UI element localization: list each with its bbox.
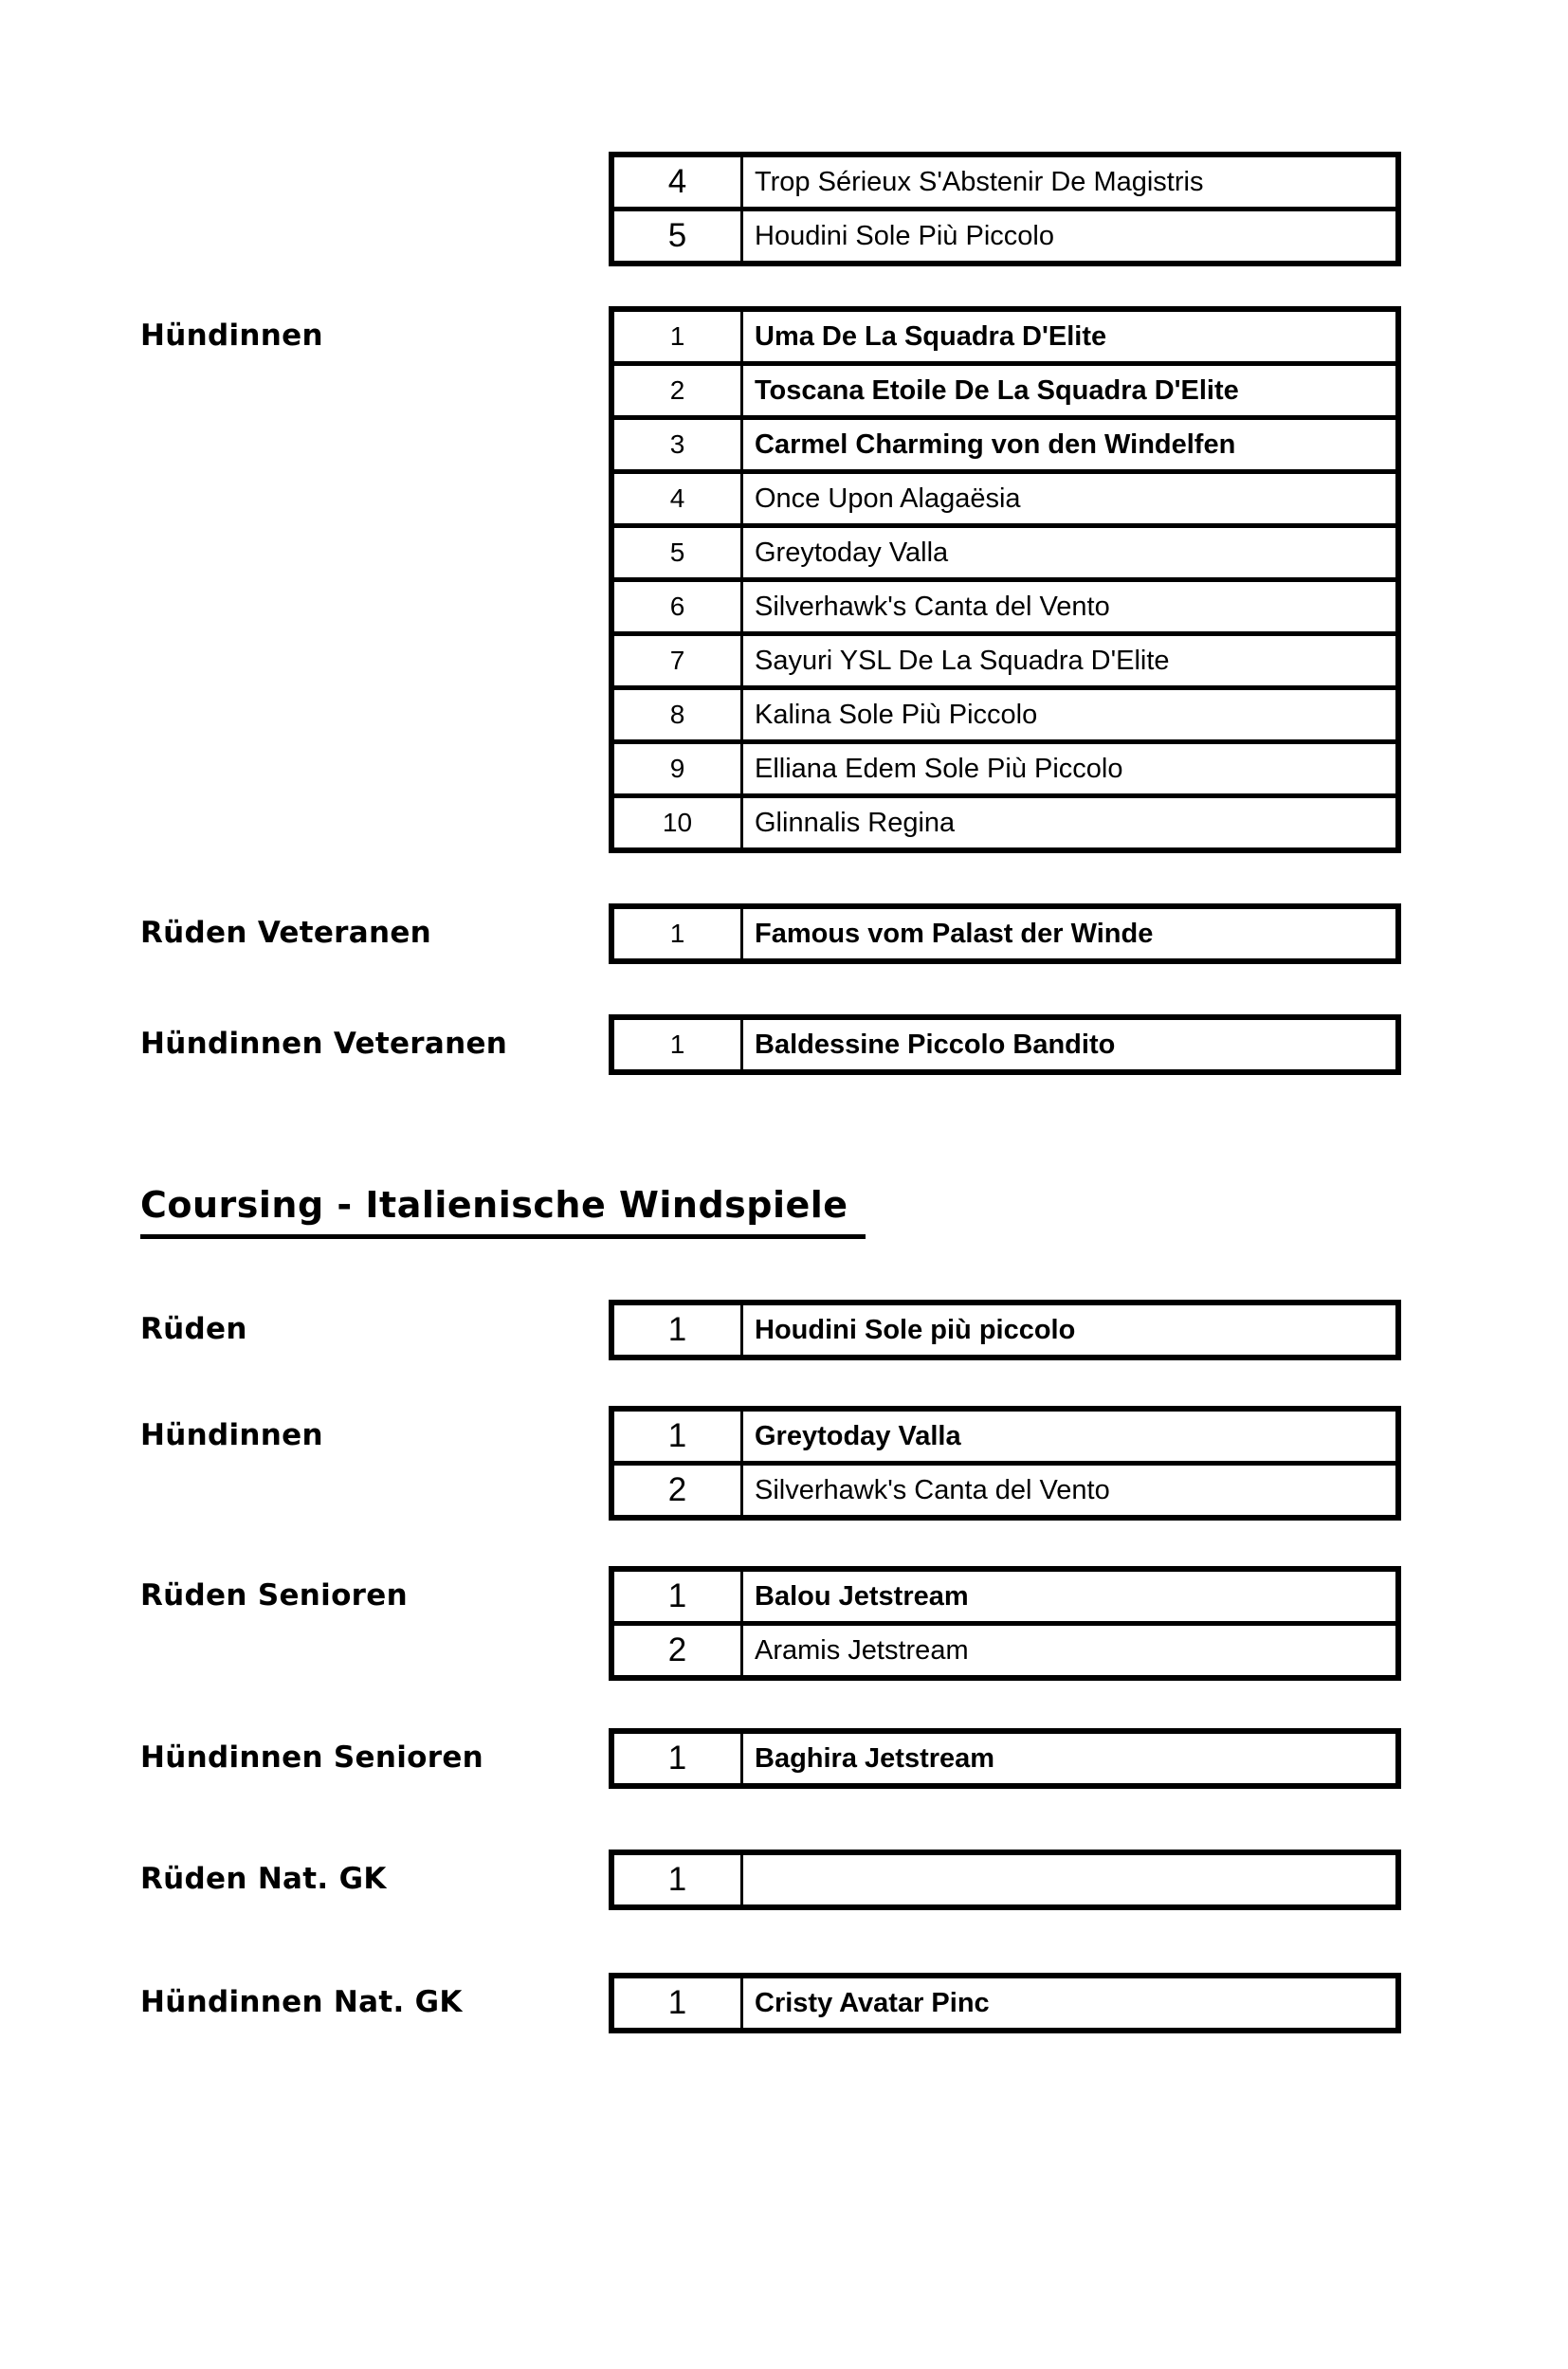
- result-section: [0, 1973, 1568, 2033]
- dog-name-cell: Uma De La Squadra D'Elite: [755, 320, 1107, 352]
- result-section: [0, 152, 1568, 266]
- table-row: [614, 631, 1395, 685]
- result-table: [609, 1850, 1401, 1910]
- position-cell: 1: [614, 1855, 743, 1904]
- position-cell: 5: [614, 528, 743, 577]
- dog-name-cell: Aramis Jetstream: [755, 1634, 969, 1666]
- result-section: [0, 903, 1568, 964]
- position-cell: 1: [614, 1978, 743, 2028]
- dog-name-cell: [743, 1855, 1395, 1904]
- section-label: Rüden: [140, 1312, 247, 1346]
- position-cell: 2: [614, 1626, 743, 1675]
- section-label: Rüden Senioren: [140, 1578, 408, 1613]
- coursing-section-list: [0, 1300, 1568, 2033]
- result-table: [609, 1300, 1401, 1360]
- position-cell: 1: [614, 1572, 743, 1621]
- table-row: [614, 1978, 1395, 2028]
- result-section: [0, 1300, 1568, 1360]
- position-cell: 2: [614, 366, 743, 415]
- section-label: Hündinnen Senioren: [140, 1740, 484, 1775]
- position-cell: 5: [614, 211, 743, 261]
- dog-name-cell: Toscana Etoile De La Squadra D'Elite: [755, 374, 1239, 406]
- table-row: [614, 1412, 1395, 1461]
- section-label: Hündinnen: [140, 319, 323, 353]
- table-row: [614, 1305, 1395, 1355]
- dog-name-cell: Baldessine Piccolo Bandito: [755, 1029, 1116, 1060]
- result-section: [0, 1566, 1568, 1681]
- dog-name-cell: Glinnalis Regina: [755, 807, 956, 838]
- table-row: [614, 361, 1395, 415]
- result-table: [609, 903, 1401, 964]
- dog-name-cell: Carmel Charming von den Windelfen: [755, 428, 1236, 460]
- position-cell: 9: [614, 744, 743, 793]
- position-cell: 1: [614, 1734, 743, 1783]
- table-row: [614, 207, 1395, 261]
- dog-name-cell: Balou Jetstream: [755, 1580, 969, 1612]
- position-cell: 6: [614, 582, 743, 631]
- table-row: [614, 312, 1395, 361]
- results-section-list: [0, 152, 1568, 1075]
- table-row: [614, 739, 1395, 793]
- position-cell: 10: [614, 798, 743, 847]
- table-row: [614, 685, 1395, 739]
- result-section: [0, 1728, 1568, 1789]
- result-table: [609, 1014, 1401, 1075]
- position-cell: 7: [614, 636, 743, 685]
- position-cell: 1: [614, 1412, 743, 1461]
- table-row: [614, 469, 1395, 523]
- position-cell: 1: [614, 1305, 743, 1355]
- section-label: Rüden Veteranen: [140, 916, 432, 950]
- position-cell: 8: [614, 690, 743, 739]
- position-cell: 4: [614, 474, 743, 523]
- position-cell: 1: [614, 312, 743, 361]
- dog-name-cell: Trop Sérieux S'Abstenir De Magistris: [755, 166, 1204, 197]
- position-cell: 1: [614, 909, 743, 958]
- table-row: [614, 1621, 1395, 1675]
- result-section: [0, 1014, 1568, 1075]
- result-section: [0, 1406, 1568, 1521]
- dog-name-cell: Greytoday Valla: [755, 1420, 961, 1451]
- table-row: [614, 1461, 1395, 1515]
- table-row: [614, 909, 1395, 958]
- dog-name-cell: Silverhawk's Canta del Vento: [755, 1474, 1110, 1505]
- table-row: [614, 793, 1395, 847]
- table-row: [614, 1572, 1395, 1621]
- result-table: [609, 152, 1401, 266]
- dog-name-cell: Cristy Avatar Pinc: [755, 1987, 990, 2018]
- section-label: Rüden Nat. GK: [140, 1862, 387, 1896]
- table-row: [614, 577, 1395, 631]
- page-heading: [140, 1184, 1568, 1239]
- dog-name-cell: Sayuri YSL De La Squadra D'Elite: [755, 645, 1170, 676]
- table-row: [614, 1855, 1395, 1904]
- dog-name-cell: Baghira Jetstream: [755, 1742, 995, 1774]
- section-label: Hündinnen Veteranen: [140, 1027, 508, 1061]
- result-section: [0, 306, 1568, 853]
- result-table: [609, 1406, 1401, 1521]
- result-table: [609, 1566, 1401, 1681]
- table-row: [614, 1020, 1395, 1069]
- dog-name-cell: Silverhawk's Canta del Vento: [755, 591, 1110, 622]
- dog-name-cell: Houdini Sole Più Piccolo: [755, 220, 1054, 251]
- result-table: [609, 306, 1401, 853]
- dog-name-cell: Once Upon Alagaësia: [755, 483, 1021, 514]
- position-cell: 4: [614, 157, 743, 207]
- table-row: [614, 157, 1395, 207]
- result-table: [609, 1728, 1401, 1789]
- dog-name-cell: Famous vom Palast der Winde: [755, 918, 1154, 949]
- dog-name-cell: Houdini Sole più piccolo: [755, 1314, 1076, 1345]
- section-label: Hündinnen: [140, 1418, 323, 1452]
- table-row: [614, 523, 1395, 577]
- table-row: [614, 1734, 1395, 1783]
- table-row: [614, 415, 1395, 469]
- position-cell: 1: [614, 1020, 743, 1069]
- position-cell: 2: [614, 1466, 743, 1515]
- dog-name-cell: Elliana Edem Sole Più Piccolo: [755, 753, 1123, 784]
- dog-name-cell: Kalina Sole Più Piccolo: [755, 699, 1038, 730]
- result-table: [609, 1973, 1401, 2033]
- section-label: Hündinnen Nat. GK: [140, 1985, 463, 2019]
- page-heading-text: Coursing - Italienische Windspiele: [140, 1184, 866, 1239]
- result-section: [0, 1850, 1568, 1910]
- dog-name-cell: Greytoday Valla: [755, 537, 949, 568]
- position-cell: 3: [614, 420, 743, 469]
